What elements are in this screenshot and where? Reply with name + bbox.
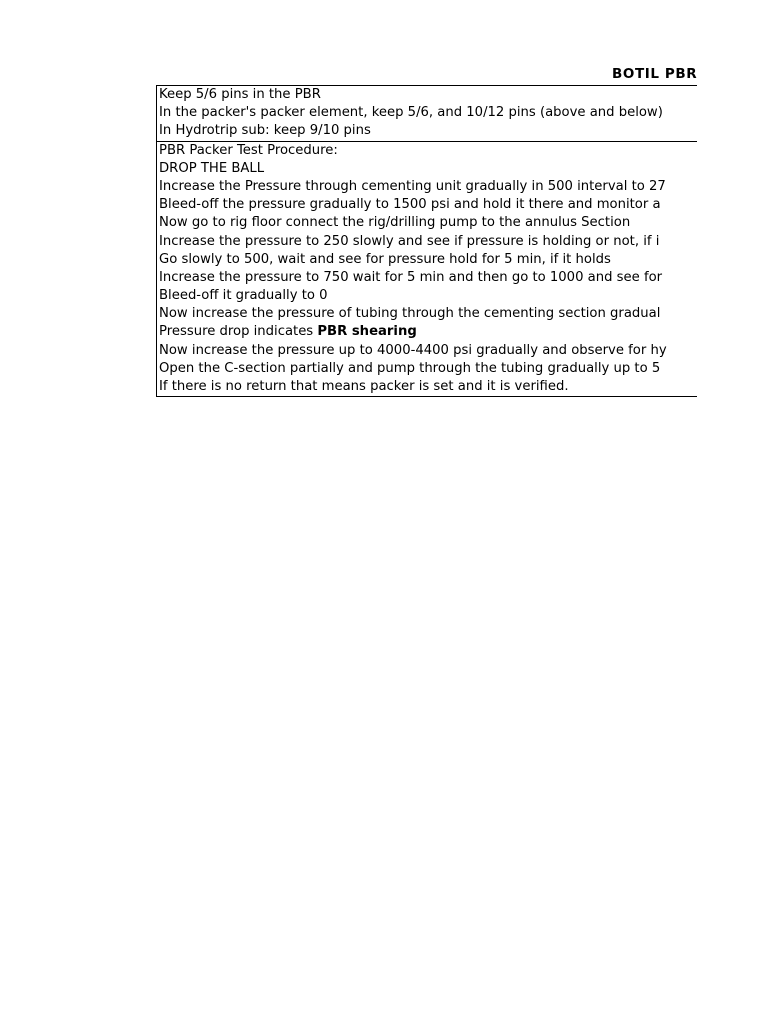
procedure-step: Increase the pressure to 250 slowly and see if pressure is holding or not, if i <box>159 233 660 249</box>
procedure-step: Open the C-section partially and pump through the tubing gradually up to 5 <box>159 360 661 376</box>
shear-line-text: Pressure drop indicates <box>159 324 318 340</box>
procedure-step: Go slowly to 500, wait and see for pressure hold for 5 min, if it holds <box>159 251 611 267</box>
pins-line: In Hydrotrip sub: keep 9/10 pins <box>159 123 371 139</box>
shear-line-emphasis: PBR shearing <box>317 324 417 340</box>
procedure-step: Increase the pressure to 750 wait for 5 min and then go to 1000 and see for <box>159 269 663 285</box>
document-title: BOTIL PBR <box>612 66 697 82</box>
title-row <box>156 60 697 85</box>
procedure-step: Now go to rig floor connect the rig/drilling pump to the annulus Section <box>159 215 631 231</box>
procedure-step: Increase the Pressure through cementing unit gradually in 500 interval to 27 <box>159 178 666 194</box>
procedure-step: If there is no return that means packer is set and it is verified. <box>159 379 569 394</box>
procedure-step-shearing <box>157 323 697 341</box>
pins-line: In the packer's packer element, keep 5/6, and 10/12 pins (above and below) <box>159 105 663 121</box>
pins-line: Keep 5/6 pins in the PBR <box>159 87 321 102</box>
pins-section <box>156 85 697 141</box>
procedure-section <box>156 141 697 398</box>
spreadsheet-page <box>156 60 697 397</box>
procedure-step: Bleed-off it gradually to 0 <box>159 288 328 304</box>
procedure-heading: PBR Packer Test Procedure: <box>159 142 338 158</box>
procedure-step: Bleed-off the pressure gradually to 1500 psi and hold it there and monitor a <box>159 197 661 213</box>
procedure-step: Now increase the pressure up to 4000-4400 psi gradually and observe for hy <box>159 342 667 358</box>
procedure-step: Now increase the pressure of tubing through the cementing section gradual <box>159 306 661 322</box>
procedure-step: DROP THE BALL <box>159 160 265 176</box>
